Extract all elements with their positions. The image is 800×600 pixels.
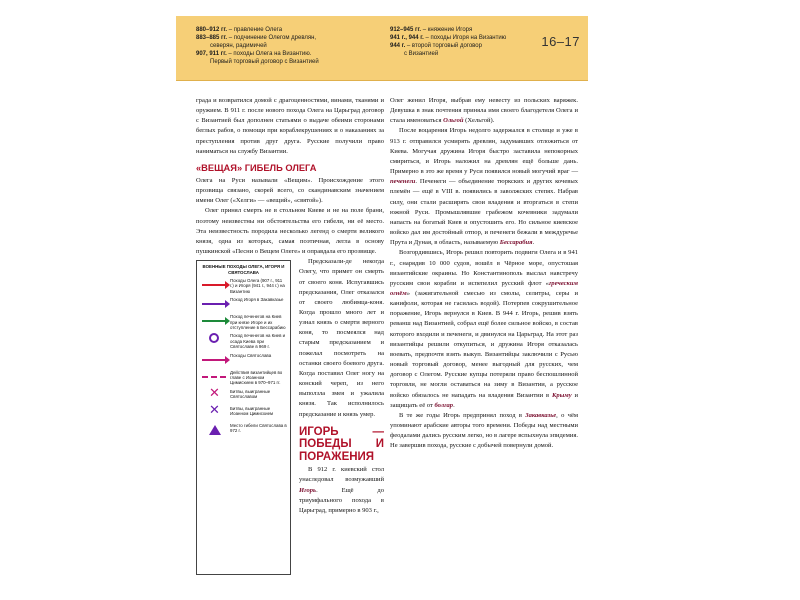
- legend-item: Походы Святослава: [200, 353, 287, 367]
- left-column: [196, 96, 384, 577]
- section-heading: «ВЕЩАЯ» ГИБЕЛЬ ОЛЕГА: [196, 162, 317, 173]
- paragraph: В те же годы Игорь предпринял поход в Закавказье, о чём упоминают арабские авторы того времени. Победы над местными феодалами дались русским легко, но в лагере вспыхнула эпидемия. Не завершив похода, русские с добычей повернули домой.: [390, 411, 578, 450]
- timeline-entry: Первый торговый договор с Византией: [210, 59, 319, 65]
- paragraph: Предсказали-де некогда Олегу, что примет он смерть от своего коня. Испугавшись предсказания, Олег отказался от своего любимца-коня. Когда прошло много лет и узнал князь о смерти верного коня, то посмеялся над старым предсказанием и пожелал посмотреть на останки своего боевого друга. Когда поставил Олег ногу на конский череп, из него выползла змея и ужалила князя. Так исполнилось предсказание и князь умер.: [299, 258, 384, 418]
- timeline-left: [196, 26, 319, 66]
- legend-item: Поход Игоря в Закавказье: [200, 297, 287, 311]
- paragraph: Возгордившись, Игорь решил повторить подвиги Олега и в 941 г., снарядив 10 000 судов, вошёл в Чёрное море, опустошая византийские окраины. Но Константинополь выслал навстречу русским свои корабли и испепелил русский флот «греческим огнём» (зажигательной смесью из смолы, селитры, серы и канифоли, которая не гасилась водой). Потерпев сокрушительное поражение, Игорь вернулся в Киев. В 944 г. Игорь, решив взять реванш над Византией, собрал ещё более сильное войско, в состав которого входили и печенеги, и двинулся на Царьград. На этот раз византийцы решили откупиться, и дружина Игоря отказалась воевать, предпочтя взять выкуп. Византийцы заключили с Русью новый торговый договор, менее выгодный для русских, чем договор с Олегом. Русские купцы потеряли право беспошлинной торговли, не могли оставаться на зиму в Византии, а русское войско обязалось не нападать на владения Византии в Крыму и защищать её от болгар.: [390, 249, 578, 409]
- red-arrow-icon: [202, 284, 226, 286]
- section-heading: ИГОРЬ — ПОБЕДЫ И ПОРАЖЕНИЯ: [299, 425, 384, 463]
- paragraph: Олег женил Игоря, выбрав ему невесту из польских варяжек. Девушка в знак почтения приняла имя своего благодетеля Олега и стала именоваться Ольгой (Хельгой).: [390, 97, 578, 125]
- paragraph: града и возвратился домой с драгоценностями, винами, тканями и оружием. В 911 г. после нового похода Олега на Царьград договор с Византией был дополнен статьями о выдаче обеими сторонами беглых рабов, о помощи при кораблекрушениях и о наказаниях за преступления против друг друга. Русские получили право наниматься на службу Византии.: [196, 97, 384, 155]
- legend-item: Действия византийцев во главе с Иоанном Цимисхием в 970–971 гг.: [200, 370, 287, 386]
- right-column: [390, 96, 578, 451]
- paragraph: После воцарения Игорь недолго задержался в столице и уже в 913 г. отправился усмирять древлян, задумавших отложиться от Киева. Могучая дружина Игоря быстро заставила непокорных смириться, и Игорь наложил на древлян ещё больше дань. Примерно в это же время у Руси появился новый могучий враг — печенеги. Печенеги — объединение тюркских и других кочевых племён — ещё в VIII в. появились в заволжских степях. Набрав силу, они стали расширять свои владения и вторгаться в степи южной Руси. Промышлявшие грабежом кочевники задумали напасть на богатый Киев и опустошить его. Но сильное киевское войско дал им достойный отпор, и печенеги бежали в междуречье Прута и Дуная, в область, называемую Бессарабия.: [390, 127, 578, 247]
- legend-title: ВОЕННЫЕ ПОХОДЫ ОЛЕГА, ИГОРЯ И СВЯТОСЛАВА: [202, 264, 285, 275]
- green-arrow-icon: [202, 320, 226, 322]
- magenta-arrow-icon: [202, 359, 226, 361]
- siege-circle-icon: [209, 333, 219, 343]
- page-numbers: 16–17: [541, 34, 580, 49]
- triangle-icon: [209, 425, 221, 435]
- timeline-band: [176, 16, 588, 81]
- paragraph: В 912 г. киевский стол унаследовал возмужавший Игорь. Ещё до триумфального похода в Царьград, примерно в 903 г.,: [299, 466, 384, 514]
- legend-item: ✕ Битвы, выигранные Святославом: [209, 385, 271, 401]
- crossed-swords-icon: ✕: [209, 385, 220, 401]
- crossed-swords-icon: ✕: [209, 402, 220, 418]
- timeline-entry: 912–945 гг. – княжение Игоря: [390, 27, 473, 33]
- legend-item: Поход печенегов на Киев при князе Игоре и их отступление в Бессарабию: [200, 314, 287, 330]
- timeline-entry: 941 г., 944 г. – походы Игоря на Византию: [390, 35, 507, 41]
- timeline-entry: 944 г. – второй торговый договор: [390, 43, 482, 49]
- purple-arrow-icon: [202, 303, 226, 305]
- timeline-entry: 907, 911 гг. – походы Олега на Византию.: [196, 51, 312, 57]
- book-spread: [176, 16, 588, 582]
- paragraph: Олега на Руси называли «Вещим». Происхождение этого прозвища связано, скорей всего, со скандинавским значением имени Олег («Хелги» — «вещий», «святой»).: [196, 176, 384, 205]
- legend-item: Место гибели Святослава в 972 г.: [200, 423, 287, 437]
- dashed-line-icon: [202, 376, 226, 378]
- paragraph: Олег принял смерть не в стольном Киеве и не на поле брани, поэтому неизвестны ни обстоятельства его гибели, ни её место. Эта неизвестность породила несколько легенд о смерти великого князя, одна из которых, самая поэтичная, легла в основу пушкинской «Песни о Вещем Олеге» и оправдала его прозвище.: [196, 207, 384, 256]
- timeline-entry: 883–885 гг. – подчинение Олегом древлян,: [196, 35, 317, 41]
- legend-item: Поход печенегов на Киев и осада Киева при Святославе в 969 г.: [200, 333, 287, 349]
- legend-item: Походы Олега (907 г., 911 г.) и Игоря (941 г., 944 г.) на Византию: [200, 278, 287, 294]
- timeline-entry: с Византией: [404, 51, 439, 57]
- timeline-right: [390, 26, 506, 58]
- legend-item: ✕ Битвы, выигранные Иоанном Цимисхием: [209, 402, 274, 418]
- timeline-entry: северян, радимичей: [210, 43, 267, 49]
- map-legend: [196, 260, 291, 575]
- timeline-entry: 880–912 гг. – правление Олега: [196, 27, 283, 33]
